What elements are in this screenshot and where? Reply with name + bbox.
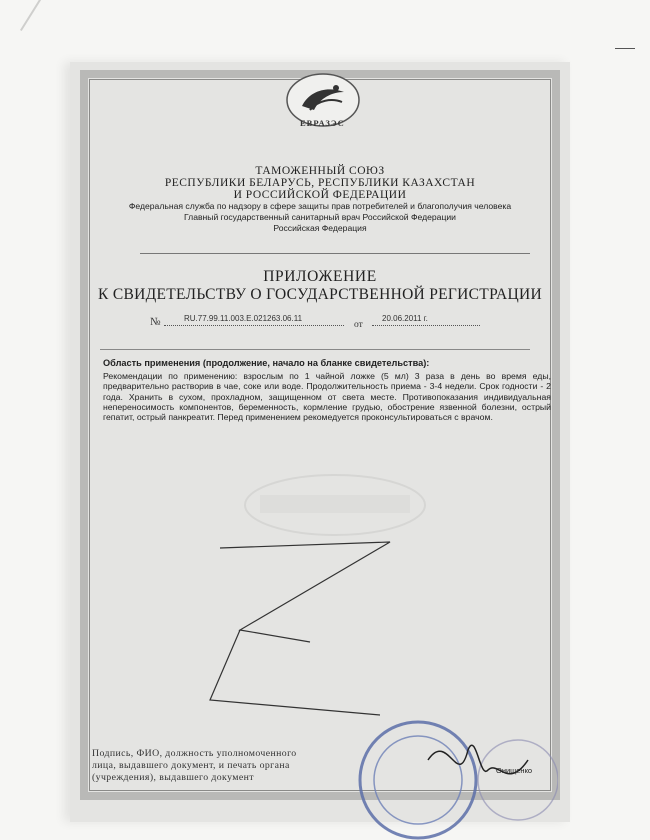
page-fold-line <box>20 0 69 31</box>
header-republics: РЕСПУБЛИКИ БЕЛАРУСЬ, РЕСПУБЛИКИ КАЗАХСТАН <box>164 177 476 189</box>
number-underline <box>164 325 344 326</box>
header-country: Российская Федерация <box>273 223 367 233</box>
header-russia: И РОССИЙСКОЙ ФЕДЕРАЦИИ <box>233 189 407 201</box>
signature-caption-line: лица, выдавшего документ, и печать органа <box>92 760 290 771</box>
header-chief: Главный государственный санитарный врач Российской Федерации <box>184 212 456 222</box>
signature-caption <box>92 748 362 784</box>
edge-mark <box>615 48 635 49</box>
registration-number: RU.77.99.11.003.Е.021263.06.11 <box>184 314 303 323</box>
emblem-caption: ЕВРАЗЭС <box>300 118 345 128</box>
section-divider <box>100 349 530 350</box>
issuer-underline <box>140 253 530 254</box>
number-label: № <box>150 316 161 328</box>
signatory-name: Онищенко <box>496 766 533 775</box>
signature-caption-line: Подпись, ФИО, должность уполномоченного <box>92 748 297 759</box>
registration-date: 20.06.2011 г. <box>382 314 428 323</box>
signature-caption-line: (учреждения), выдавшего документ <box>92 772 254 783</box>
date-label: от <box>354 320 363 330</box>
header-union: ТАМОЖЕННЫЙ СОЮЗ <box>255 165 385 177</box>
document-title: ПРИЛОЖЕНИЕ <box>263 268 377 285</box>
document-subtitle: К СВИДЕТЕЛЬСТВУ О ГОСУДАРСТВЕННОЙ РЕГИСТРАЦИИ <box>98 286 542 303</box>
date-underline <box>372 325 480 326</box>
section-text: Рекомендации по применению: взрослым по 1 чайной ложке (5 мл) 3 раза в день во время еды, предварительно растворив в чае, соке или воде. Продолжительность приема - 3-4 недели. Срок годности - 2 года. Хранить в сухом, прохладном, защищенном от света месте. Противопоказания индивидуальная непереносимость компонентов, беременность, кормление грудью, обострение язвенной болезни, острый гепатит, острый панкреатит. Перед применением рекомедуется проконсультироваться с врачом. <box>103 371 551 423</box>
watermark-emblem-icon <box>200 470 470 540</box>
eurasec-emblem-icon <box>280 70 366 140</box>
header-agency: Федеральная служба по надзору в сфере защиты прав потребителей и благополучия человека <box>128 201 512 211</box>
section-title: Область применения (продолжение, начало на бланке свидетельства): <box>103 358 430 368</box>
